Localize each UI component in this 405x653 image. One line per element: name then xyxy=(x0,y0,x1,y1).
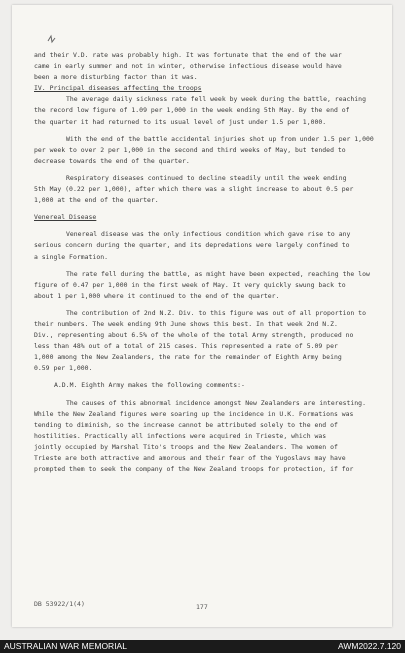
text-line: 1,000 among the New Zealanders, the rate for the remainder of Eighth Army being xyxy=(34,353,342,362)
text-line: the record low figure of 1.09 per 1,000 in the week ending 5th May. By the end of xyxy=(34,106,350,115)
subheading-text: Venereal Disease xyxy=(34,213,97,222)
text-line: serious concern during the quarter, and its depredations were largely confined to xyxy=(34,241,350,250)
text-line: The contribution of 2nd N.Z. Div. to this figure was out of all proportion to xyxy=(66,308,366,317)
text-line: prompted them to seek the company of the New Zealand troops for protection, if for xyxy=(34,465,354,474)
text-line: Trieste are both attractive and amorous and their fear of the Yugoslavs may have xyxy=(34,454,346,462)
text-line: The causes of this abnormal incidence amongst New Zealanders are interesting. xyxy=(66,398,366,407)
text-line: and their V.D. rate was probably high. It was fortunate that the end of the war xyxy=(34,51,342,59)
text-line: jointly occupied by Marshal Tito's troops and the New Zealanders. The women of xyxy=(34,442,338,451)
footer-accession-number: AWM2022.7.120 xyxy=(338,641,401,651)
text-line: Div., representing about 6.5% of the whole of the total Army strength, produced no xyxy=(34,331,354,340)
text-line: been a more disturbing factor than it was. xyxy=(34,73,198,82)
text-line: 0.59 per 1,000. xyxy=(34,364,93,373)
text-line: The average daily sickness rate fell week by week during the battle, reaching xyxy=(66,95,366,104)
text-line: decrease towards the end of the quarter. xyxy=(34,156,190,165)
text-line: A.D.M. Eighth Army makes the following comments:- xyxy=(54,381,245,390)
text-line: their numbers. The week ending 9th June shows this best. In that week 2nd N.Z. xyxy=(34,319,338,328)
handwritten-mark-icon xyxy=(46,32,60,46)
text-line: Venereal disease was the only infectious condition which gave rise to any xyxy=(66,230,351,239)
subheading xyxy=(34,212,379,223)
text-line: 5th May (0.22 per 1,000), after which there was a slight increase to about 0.5 per xyxy=(34,185,354,194)
footer-institution: AUSTRALIAN WAR MEMORIAL xyxy=(4,641,127,651)
section-heading-text: IV. Principal diseases affecting the troops xyxy=(34,84,202,93)
text-line: The rate fell during the battle, as might have been expected, reaching the low xyxy=(66,269,370,278)
text-line: the quarter it had returned to its usual level of just under 1.5 per 1,000. xyxy=(34,117,327,126)
section-heading xyxy=(34,83,379,94)
text-line: Respiratory diseases continued to decline steadily until the week ending xyxy=(66,173,347,182)
text-line: less than 48% out of a total of 215 cases. This represented a rate of 5.09 per xyxy=(34,342,338,351)
text-line: a single Formation. xyxy=(34,252,109,261)
document-reference: DB 53922/1(4) xyxy=(34,600,85,608)
text-line: tending to diminish, so the increase cannot be attributed solely to the end of xyxy=(34,420,338,429)
text-line: figure of 0.47 per 1,000 in the first week of May. It very quickly swung back to xyxy=(34,280,346,289)
archive-footer xyxy=(0,640,405,653)
text-line: With the end of the battle accidental injuries shot up from under 1.5 per 1,000 xyxy=(66,134,374,143)
text-line: per week to over 2 per 1,000 in the second and third weeks of May, but tended to xyxy=(34,145,346,154)
text-line: came in early summer and not in winter, otherwise infectious disease would have xyxy=(34,62,342,71)
text-line: about 1 per 1,000 where it continued to the end of the quarter. xyxy=(34,291,280,300)
page-number: 177 xyxy=(196,603,208,611)
text-line: 1,000 at the end of the quarter. xyxy=(34,196,159,205)
text-line: While the New Zealand figures were soaring up the incidence in U.K. Formations was xyxy=(34,409,354,418)
document-body xyxy=(34,50,379,475)
text-line: hostilities. Practically all infections were acquired in Trieste, which was xyxy=(34,431,327,440)
